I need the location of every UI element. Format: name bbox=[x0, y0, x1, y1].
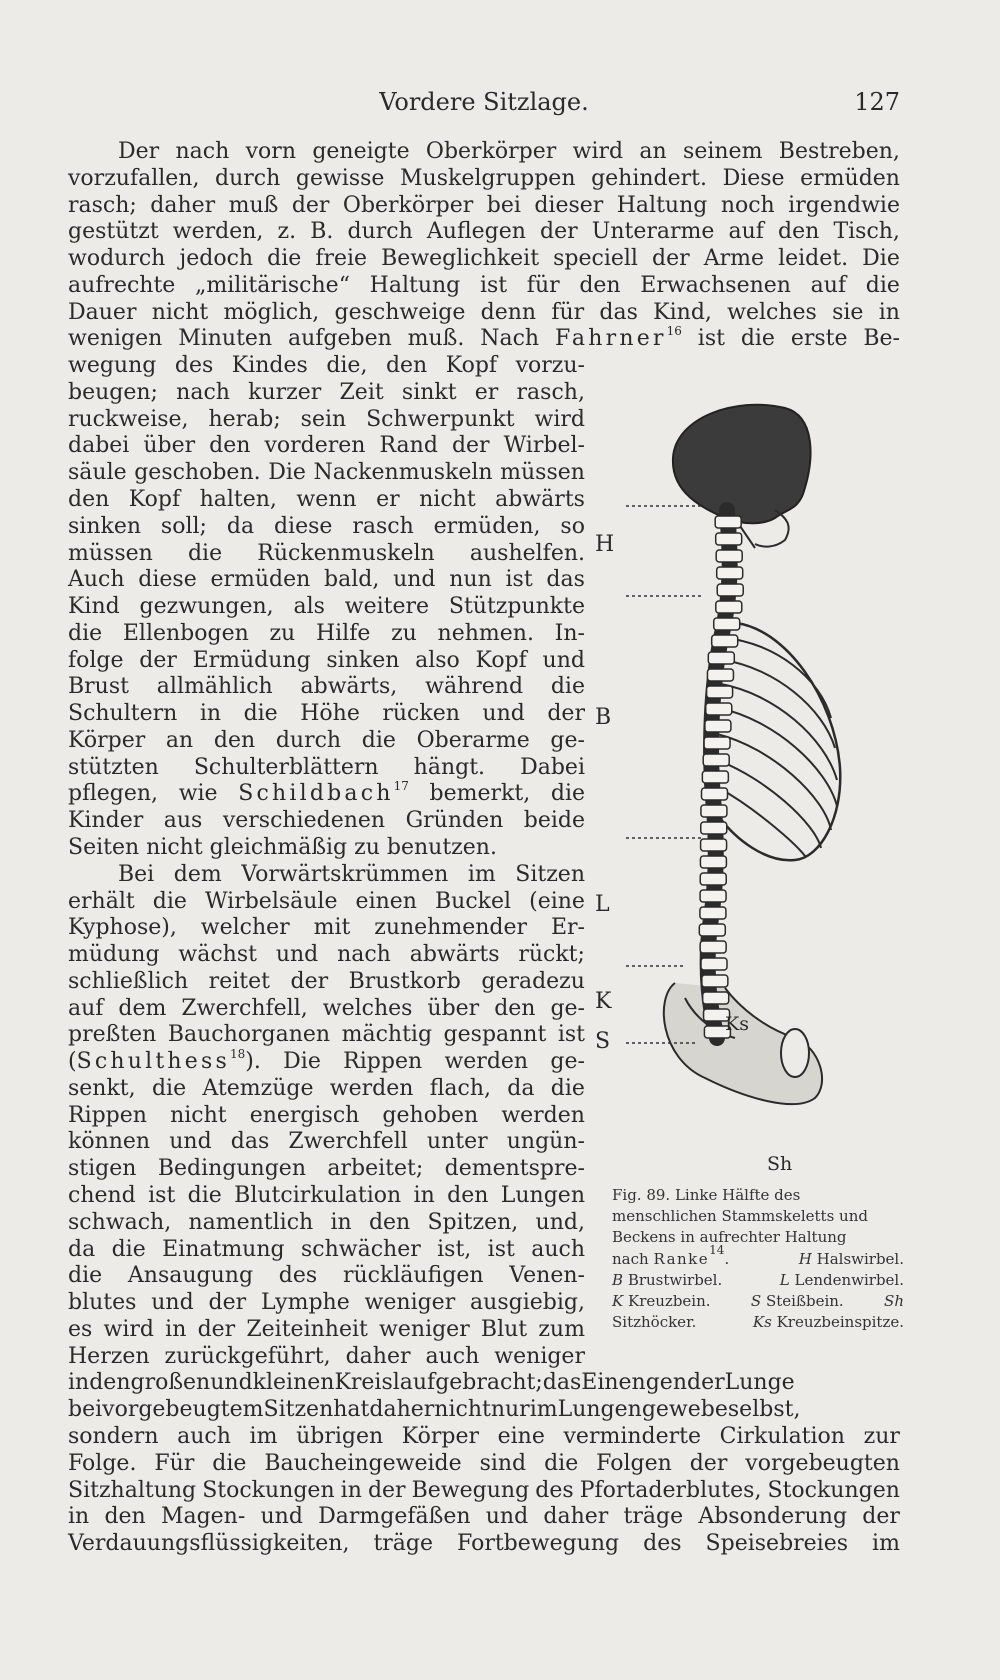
text-line: es wird in der Zeiteinheit weniger Blut zum bbox=[68, 1316, 585, 1342]
text-line: gestützt werden, z. B. durch Auflegen der Unterarme auf den Tisch, bbox=[68, 219, 900, 245]
text-line: folge der Ermüdung sinken also Kopf und bbox=[68, 647, 585, 673]
vertebra bbox=[701, 805, 727, 817]
page-header bbox=[68, 84, 900, 120]
vertebra bbox=[699, 924, 725, 936]
vertebra bbox=[702, 771, 728, 783]
text-line: Kyphose), welcher mit zunehmender Er- bbox=[68, 915, 585, 941]
vertebra bbox=[716, 550, 742, 562]
text-line: Seiten nicht gleichmäßig zu benutzen. bbox=[68, 835, 497, 861]
text-line: pflegen, wie Schildbach$^{17}$ bemerkt, die bbox=[68, 779, 585, 807]
text-line: in den Magen- und Darmgefäßen und daher träge Absonderung der bbox=[68, 1504, 900, 1530]
vertebra bbox=[702, 788, 728, 800]
label-S: S bbox=[595, 1029, 611, 1054]
text-line: Herzen zurückgeführt, daher auch weniger bbox=[68, 1343, 585, 1369]
text-line: in den großen und kleinen Kreislauf gebracht; das Einengen der Lunge bbox=[68, 1370, 795, 1396]
caption-line: B Brustwirbel. L Lendenwirbel. bbox=[612, 1270, 904, 1289]
skeleton-illustration bbox=[625, 398, 925, 1188]
vertebra bbox=[701, 822, 727, 834]
text-line: die Ansaugung des rückläufigen Venen- bbox=[68, 1263, 585, 1289]
vertebra bbox=[716, 533, 742, 545]
text-line: müssen die Rückenmuskeln aushelfen. bbox=[68, 540, 585, 566]
text-line: schließlich reitet der Brustkorb geradezu bbox=[68, 968, 585, 994]
page-number: 127 bbox=[854, 88, 900, 116]
vertebra bbox=[705, 720, 731, 732]
figure-caption bbox=[612, 1185, 904, 1333]
text-line: schwach, namentlich in den Spitzen, und, bbox=[68, 1209, 585, 1235]
text-line: vorzufallen, durch gewisse Muskelgruppen gehindert. Diese ermüden bbox=[68, 165, 900, 191]
text-line: erhält die Wirbelsäule einen Buckel (eine bbox=[68, 888, 585, 914]
author-name: Schulthess bbox=[76, 1049, 230, 1075]
vertebra bbox=[708, 652, 734, 664]
running-title: Vordere Sitzlage. bbox=[379, 88, 589, 116]
caption-line: menschlichen Stammskeletts und bbox=[612, 1207, 868, 1226]
skeleton-figure bbox=[595, 398, 925, 1188]
caption-line: Sitzhöcker. Ks Kreuzbeinspitze. bbox=[612, 1313, 904, 1332]
text-line: Brust allmählich abwärts, während die bbox=[68, 674, 585, 700]
text-line: sinken soll; da diese rasch ermüden, so bbox=[68, 513, 585, 539]
text-line: Körper an den durch die Oberarme ge- bbox=[68, 727, 585, 753]
vertebra bbox=[714, 618, 740, 630]
text-line: wodurch jedoch die freie Beweglichkeit speciell der Arme leidet. Die bbox=[68, 246, 900, 272]
label-Ks: Ks bbox=[725, 1013, 749, 1035]
text-line: Dauer nicht möglich, geschweige denn für das Kind, welches sie in bbox=[68, 299, 900, 325]
text-line: Kinder aus verschiedenen Gründen beide bbox=[68, 808, 585, 834]
text-line: stigen Bedingungen arbeitet; dementspre- bbox=[68, 1156, 585, 1182]
vertebra bbox=[706, 703, 732, 715]
text-line: Folge. Für die Baucheingeweide sind die Folgen der vorgebeugten bbox=[68, 1450, 900, 1476]
text-line: können und das Zwerchfell unter ungün- bbox=[68, 1129, 585, 1155]
caption-line: Beckens in aufrechter Haltung bbox=[612, 1228, 847, 1247]
label-H: H bbox=[595, 532, 615, 557]
text-line: stützten Schulterblättern hängt. Dabei bbox=[68, 754, 585, 780]
vertebra bbox=[700, 873, 726, 885]
vertebra bbox=[717, 567, 743, 579]
label-Sh: Sh bbox=[767, 1153, 793, 1175]
text-line: da die Einatmung schwächer ist, ist auch bbox=[68, 1236, 585, 1262]
text-line: Auch diese ermüden bald, und nun ist das bbox=[68, 567, 585, 593]
vertebra bbox=[707, 669, 733, 681]
text-line: den Kopf halten, wenn er nicht abwärts bbox=[68, 487, 585, 512]
text-line: Verdauungsflüssigkeiten, träge Fortbewegung des Speisebreies im bbox=[68, 1531, 900, 1557]
text-line: Der nach vorn geneigte Oberkörper wird an seinem Bestreben, bbox=[118, 139, 900, 164]
text-line: chend ist die Blutcirkulation in den Lungen bbox=[68, 1183, 585, 1209]
label-L: L bbox=[595, 892, 610, 917]
vertebra bbox=[700, 941, 726, 953]
text-line: Schultern in die Höhe rücken und der bbox=[68, 701, 585, 727]
text-line: dabei über den vorderen Rand der Wirbel- bbox=[68, 433, 585, 459]
vertebra bbox=[700, 856, 726, 868]
vertebra bbox=[700, 907, 726, 919]
text-line: Rippen nicht energisch gehoben werden bbox=[68, 1102, 585, 1128]
vertebra bbox=[700, 890, 726, 902]
caption-line: Fig. 89. Linke Hälfte des bbox=[612, 1186, 801, 1204]
text-line: müdung wächst und nach abwärts rückt; bbox=[68, 942, 585, 968]
text-line: senkt, die Atemzüge werden flach, da die bbox=[68, 1075, 585, 1101]
text-line: sondern auch im übrigen Körper eine verminderte Cirkulation zur bbox=[68, 1423, 900, 1449]
label-B: B bbox=[595, 705, 612, 730]
vertebra bbox=[712, 635, 738, 647]
text-line: preßten Bauchorganen mächtig gespannt ist bbox=[68, 1022, 585, 1048]
vertebra bbox=[703, 992, 729, 1004]
vertebra bbox=[701, 839, 727, 851]
vertebra bbox=[717, 584, 743, 596]
caption-line: K Kreuzbein. S Steißbein. Sh bbox=[612, 1291, 904, 1310]
text-line: Sitzhaltung Stockungen in der Bewegung des Pfortaderblutes, Stockungen bbox=[68, 1477, 900, 1503]
text-line: rasch; daher muß der Oberkörper bei dieser Haltung noch irgendwie bbox=[68, 192, 900, 218]
author-name: Fahrner bbox=[554, 326, 667, 352]
vertebra bbox=[704, 737, 730, 749]
text-line: beugen; nach kurzer Zeit sinkt er rasch, bbox=[68, 379, 585, 405]
text-line: Bei dem Vorwärtskrümmen im Sitzen bbox=[118, 861, 585, 887]
vertebra bbox=[715, 516, 741, 528]
text-line: (Schulthess$^{18}$). Die Rippen werden ge- bbox=[68, 1047, 585, 1075]
text-line: wenigen Minuten aufgeben muß. Nach Fahrner$^{16}$ ist die erste Be- bbox=[68, 324, 900, 352]
author-name: Schildbach bbox=[238, 781, 394, 807]
author-name: Ranke bbox=[653, 1249, 710, 1268]
text-line: bei vorgebeugtem Sitzen hat daher nicht nur im Lungengewebe selbst, bbox=[68, 1397, 801, 1423]
text-line: auf dem Zwerchfell, welches über den ge- bbox=[68, 995, 585, 1021]
label-K: K bbox=[595, 989, 612, 1014]
vertebra bbox=[703, 754, 729, 766]
text-line: die Ellenbogen zu Hilfe zu nehmen. In- bbox=[68, 620, 585, 646]
text-line: aufrechte „militärische“ Haltung ist für den Erwachsenen auf die bbox=[68, 272, 900, 298]
caption-line: nach Ranke$^{14}$. H Halswirbel. bbox=[612, 1242, 904, 1268]
vertebra bbox=[716, 601, 742, 613]
text-line: ruckweise, herab; sein Schwerpunkt wird bbox=[68, 406, 585, 432]
vertebra bbox=[707, 686, 733, 698]
vertebra bbox=[702, 975, 728, 987]
text-line: wegung des Kindes die, den Kopf vorzu- bbox=[68, 353, 585, 379]
text-line: blutes und der Lymphe weniger ausgiebig, bbox=[68, 1290, 585, 1316]
text-line: Kind gezwungen, als weitere Stützpunkte bbox=[68, 594, 585, 620]
text-line: säule geschoben. Die Nackenmuskeln müssen bbox=[68, 460, 585, 486]
vertebra bbox=[701, 958, 727, 970]
